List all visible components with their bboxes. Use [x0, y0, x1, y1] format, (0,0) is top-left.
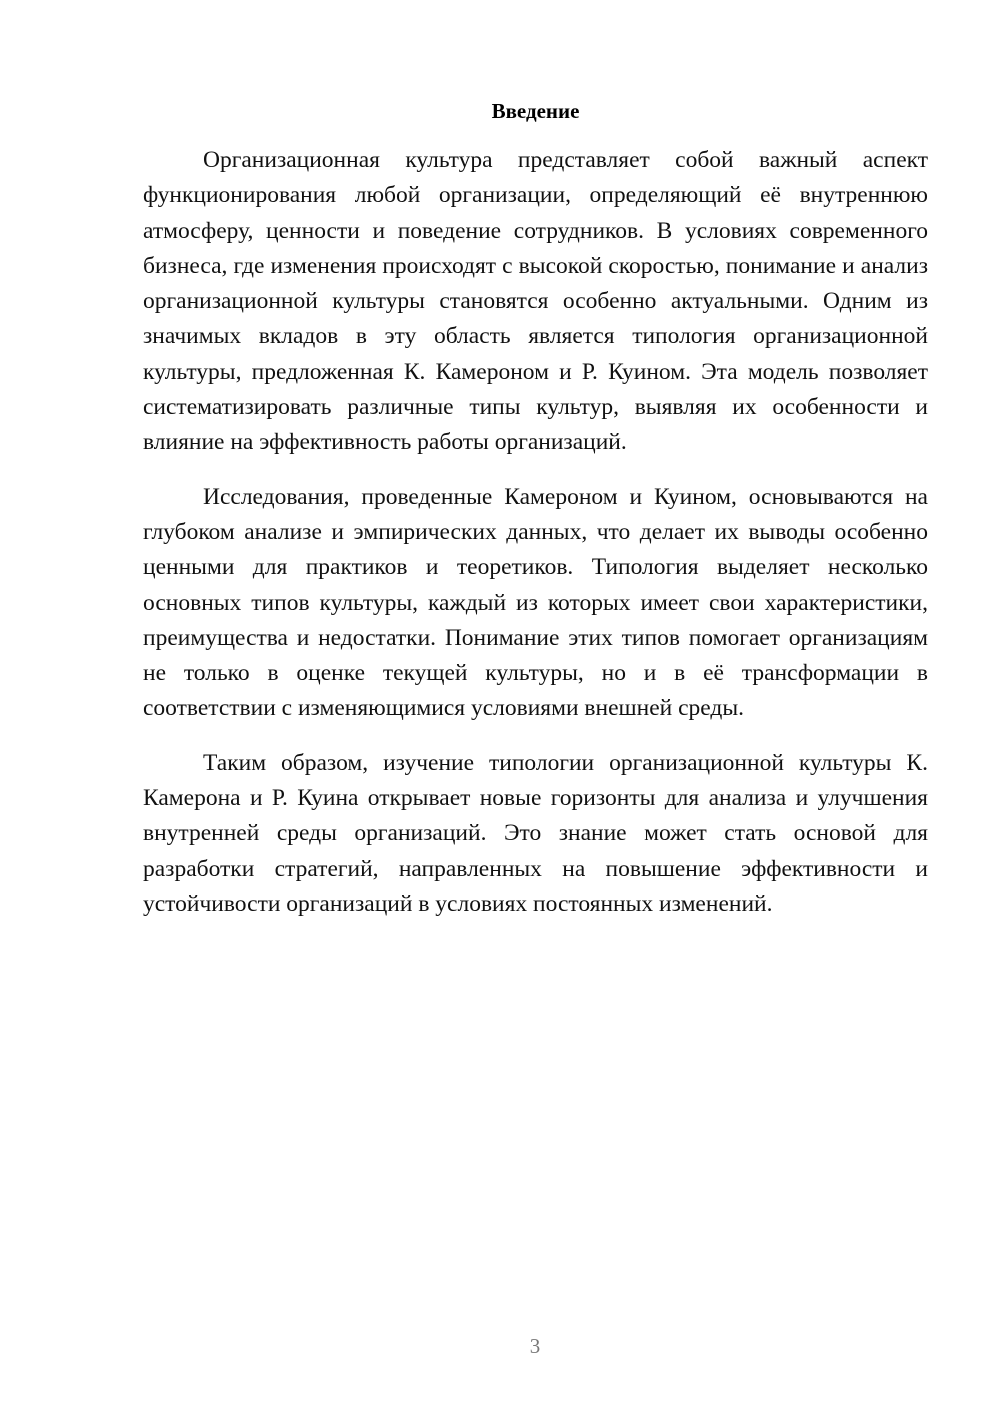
- page-number: 3: [529, 1334, 541, 1358]
- body-text: [143, 143, 928, 941]
- paragraph-1: Организационная культура представляет собой важный аспект функционирования любой организации, определяющий её внутреннюю атмосферу, ценности и поведение сотрудников. В условиях современного бизнеса, где изменения происходят с высокой скоростью, понимание и анализ организационной культуры становятся особенно актуальными. Одним из значимых вкладов в эту область является типология организационной культуры, предложенная К. Камероном и Р. Куином. Эта модель позволяет систематизировать различные типы культур, выявляя их особенности и влияние на эффективность работы организаций.: [143, 147, 928, 456]
- section-heading: Введение: [491, 99, 580, 123]
- paragraph-3: Таким образом, изучение типологии организационной культуры К. Камерона и Р. Куина открывает новые горизонты для анализа и улучшения внутренней среды организаций. Это знание может стать основой для разработки стратегий, направленных на повышение эффективности и устойчивости организаций в условиях постоянных изменений.: [143, 749, 928, 917]
- paragraph-2: Исследования, проведенные Камероном и Куином, основываются на глубоком анализе и эмпирических данных, что делает их выводы особенно ценными для практиков и теоретиков. Типология выделяет несколько основных типов культуры, каждый из которых имеет свои характеристики, преимущества и недостатки. Понимание этих типов помогает организациям не только в оценке текущей культуры, но и в её трансформации в соответствии с изменяющимися условиями внешней среды.: [143, 483, 928, 722]
